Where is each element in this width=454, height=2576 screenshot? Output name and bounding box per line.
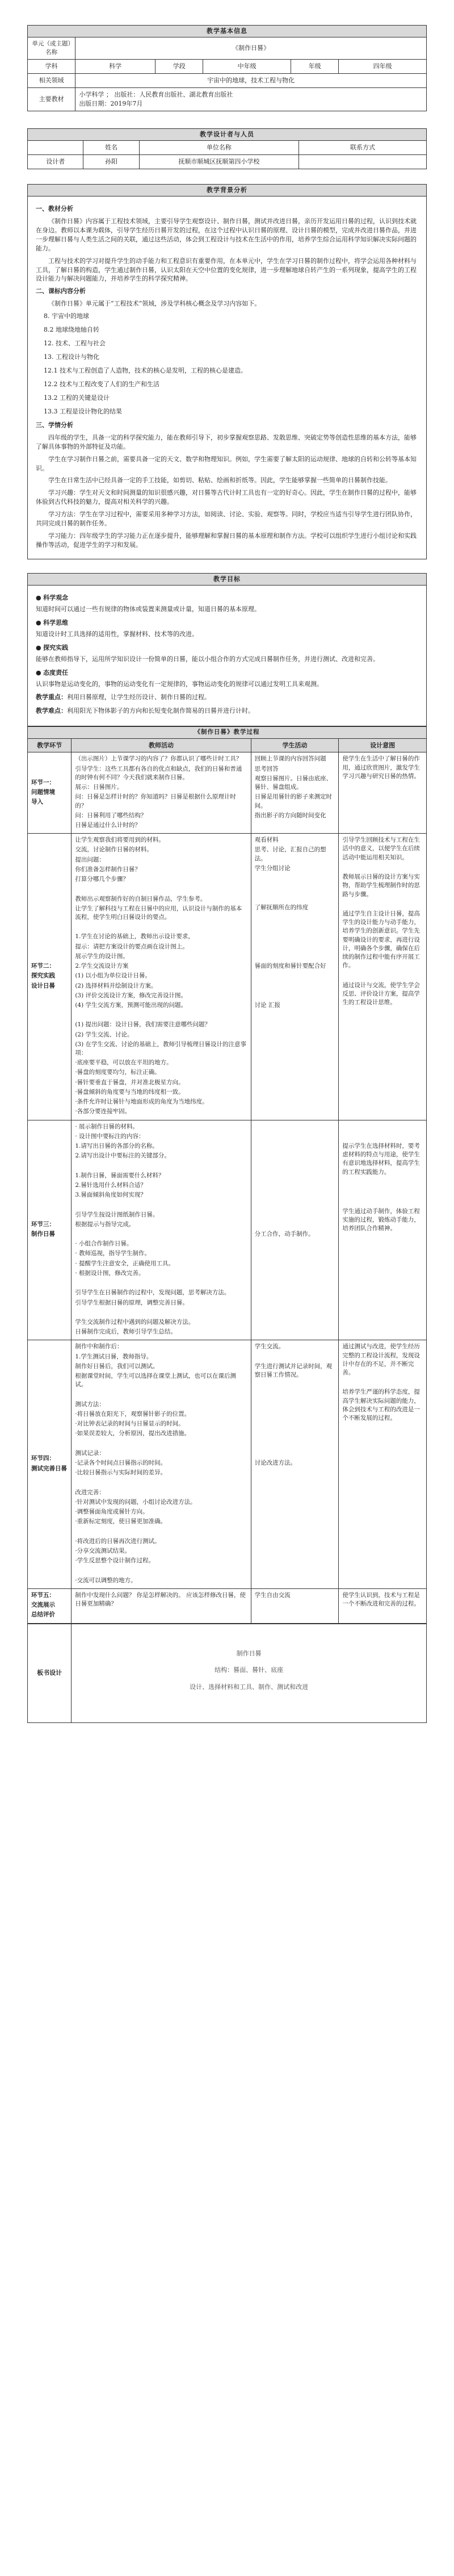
teacher-activity-line: ·对比钟表记录的时间与日晷显示的时间。 [75,1420,184,1428]
teacher-activity-line [75,1161,247,1170]
student-activity-line: 讨论改进方法。 [254,1460,297,1466]
student-activity-cell [251,1588,339,1623]
teacher-activity-line: 制作中和制作后： [75,1343,123,1350]
teacher-activity-line: ·将改进后的日晷再次进行测试。 [75,1537,161,1545]
step-name-line: 环节二： [31,963,55,970]
teacher-activity-line: 引导学生根据日晷的原理，调整完善日晷。 [75,1299,188,1306]
teacher-activity-cell [72,1588,251,1623]
basic-info-title: 教学基本信息 [28,26,427,37]
analysis-paragraph: 学生在学习制作日晷之前，需要具备一定的天文、数学和物理知识。例如，学生需要了解太阳的运动规律、地球的自转和公转等基本知识。 [36,455,417,472]
step-name-line: 设计日晷 [31,982,55,989]
material-line: 小学科学 ； 出版社：人民教育出版社、湖北教育出版社 [79,91,233,99]
design-intent-line [342,1123,423,1131]
teacher-activity-line: ·晷盘倾斜的角度要与当地的纬度相一致。 [75,1088,184,1095]
goal-heading: ● 探究实践 [36,643,418,653]
student-activity-line [255,1410,335,1419]
teacher-activity-line: ·调整晷面角度或晷针方向。 [75,1508,149,1516]
teacher-activity-line: ·分享交流测试结果。 [75,1547,131,1554]
teacher-activity-line: 2.晷针选用什么材料合适？ [75,1181,146,1189]
student-activity-line [255,1172,335,1180]
process-table [27,726,427,1623]
process-col-intent: 设计意图 [339,738,427,752]
teacher-activity-line: · 设计图中要标注的内容： [75,1132,145,1140]
analysis-body [28,196,427,559]
standard-item: 13. 工程设计与物化 [44,353,99,361]
teacher-activity-line: （出示图片）上节课学习的内容了？你都认识了哪些计时工具？ [75,755,242,763]
teacher-activity-line: 根据课堂时间，学生可以选择在课堂上测试，也可以在课后测试。 [75,1373,236,1389]
goal-heading: ● 科学观念 [36,593,418,603]
teacher-activity-line: (1) 以小组为单位设计日晷。 [75,972,152,980]
teacher-activity-line: ·将日晷放在阳光下，观察晷针影子的位置。 [75,1410,191,1417]
step-name-line: 总结评价 [31,1611,55,1619]
teacher-activity-line: 引导学生在日晷制作的过程中，发现问题，思考解决方法。 [75,1289,230,1297]
teacher-activity-line [75,1011,247,1019]
teacher-activity-line: 制作中发现什么问题？ 你是怎样解决的。 应该怎样修改日晷，使日晷更加精确？ [75,1591,246,1608]
designer-col-unit: 单位名称 [139,141,299,155]
step-name-cell [28,752,72,834]
process-row [28,1120,427,1340]
analysis-heading-learner: 三、学情分析 [36,421,73,429]
teacher-activity-line: 测试记录： [75,1449,105,1457]
teacher-activity-line: (3) 评价交流设计方案，修改完善设计图。 [75,992,187,999]
teacher-activity-line: · 根据设计图，修改完善。 [75,1269,145,1277]
student-activity-line: 分工合作，动手制作。 [254,1230,314,1237]
student-activity-line [255,1220,335,1229]
teacher-activity-line: 学生交流制作过程中遇到的问题及解决方法。 [75,1318,195,1325]
designer-table [27,128,427,169]
goal-text: 认识事物是运动变化的，事物的运动变化有一定规律的，事物运动变化的规律可以通过发明工具来观测。 [36,680,323,688]
design-intent-line [342,972,423,980]
material-label: 主要教材 [28,88,75,111]
teacher-activity-line [75,1308,247,1317]
analysis-paragraph: 学习方法：学生在学习过程中，需要采用多种学习方法，如阅读、讨论、实验、观察等。同时，学校应当适当引导学生进行团队协作，共同完成日晷的制作任务。 [36,511,417,528]
analysis-paragraph: 学生在日常生活中已经具备一定的手工技能，如剪切、粘贴、绘画和折纸等。因此，学生能够掌握一些简单的日晷制作技能。 [48,476,392,484]
process-col-student: 学生活动 [251,738,339,752]
process-col-step: 教学环节 [28,738,72,752]
teacher-activity-line: 展示：日晷图片。 [75,784,123,791]
student-activity-line [255,952,335,961]
student-activity-line [255,982,335,990]
step-name-line: 探究实践 [31,972,55,980]
teacher-activity-line: 3.晷面倾斜角度如何实现？ [75,1191,146,1199]
goals-body [28,585,427,726]
teacher-activity-line: 2.学生交流设计方案 [75,963,129,970]
design-intent-cell [339,1588,427,1623]
difficult-point-label: 教学难点： [36,707,67,715]
designer-contact [299,155,427,169]
board-content [72,1624,427,1723]
teacher-activity-line [75,923,247,931]
key-point-text: 利用日晷原理，让学生经历设计、制作日晷的过程。 [67,693,211,701]
student-activity-line [255,1440,335,1448]
process-title: 《制作日晷》教学过程 [28,727,427,738]
field-label: 相关领域 [28,74,75,88]
student-activity-line [255,1132,335,1141]
teacher-activity-line [75,1528,247,1536]
process-row [28,1588,427,1623]
teacher-activity-line [75,1230,247,1239]
step-name-line: 导入 [31,798,43,805]
goals-table [27,573,427,726]
standard-item: 8. 宇宙中的地球 [44,312,89,320]
teacher-activity-line: 你们准备怎样制作日晷？ [75,865,141,873]
standard-item: 12.2 技术与工程改变了人们的生产和生活 [44,380,159,388]
teacher-activity-line [75,1440,247,1448]
subject-value: 科学 [75,60,155,74]
student-activity-line: 学生进行测试并记录时间，观察日晷工作情况。 [254,1362,333,1379]
student-activity-line [255,992,335,1000]
board-label: 板书设计 [28,1624,72,1723]
teacher-activity-line: (1) 提出问题：设计日晷，我们需要注意哪些问题？ [75,1021,211,1028]
step-name-line: 环节五： [31,1591,55,1599]
designer-role: 设计者 [28,155,83,169]
student-activity-line [255,932,335,941]
student-activity-line [255,1161,335,1170]
material-value [75,88,427,111]
basic-info-table [27,25,427,111]
teacher-activity-line: 让学生观察我们将要用到的材料。 [75,837,165,844]
teacher-activity-line: · 教师巡视，指导学生制作。 [75,1250,151,1257]
design-intent-line: 使学生在生活中了解日晷的作用，通过欣赏图片，激发学生学习兴趣与研究日晷的热情。 [342,755,420,780]
student-activity-line [255,874,335,883]
student-activity-line: 观察日晷图片。日晷由底座、晷针、晷盘组成。 [254,775,333,791]
board-line: 设计、选择材料和工具、制作、测试和改进 [190,1683,309,1691]
standard-item: 12.1 技术与工程创造了人造物，技术的核心是发明，工程的核心是建造。 [44,367,247,374]
teacher-activity-line [75,1566,247,1575]
teacher-activity-line: ·各部分要连接牢固。 [75,1108,131,1115]
teacher-activity-cell [72,752,251,834]
board-line: 结构：晷面、晷针、底座 [215,1666,284,1674]
design-intent-line: 培养学生严谨的科学态度，提高学生解决实际问题的能力，体会到技术与工程的改进是一个不断发展的过程。 [342,1389,420,1422]
teacher-activity-line: (2) 学生交流、讨论。 [75,1031,133,1038]
teacher-activity-line: (2) 选择材料并绘制设计方案。 [75,982,157,989]
teacher-activity-line: · 提醒学生注意安全，正确使用工具。 [75,1260,175,1267]
key-point [36,693,418,702]
teacher-activity-line: 根据提示与指导完成。 [75,1220,135,1228]
student-activity-line [255,1429,335,1438]
stage-label: 学段 [155,60,203,74]
student-activity-line [255,1123,335,1131]
teacher-activity-line [75,1478,247,1487]
teacher-activity-line: ·晷针要垂直于晷盘，并对准北极星方向。 [75,1078,184,1086]
teacher-activity-line: ·针对测试中发现的问题，小组讨论改进方法。 [75,1498,196,1506]
student-activity-line [255,1420,335,1428]
goal-text: 能够在教师指导下，运用所学知识设计一份简单的日晷，能以小组合作的方式完成日晷制作任务，并进行测试、改进和完善。 [36,655,379,663]
analysis-paragraph: 学习能力：四年级学生的学习能力正在逐步提升，能够理解和掌握日晷的基本原理和制作方法。学校可以组织学生进行小组讨论和实践操作等活动，促进学生的学习和发展。 [36,532,417,549]
student-activity-line: 回顾上节课的内容回答问题 [254,755,326,763]
student-activity-line: 观看材料 [254,837,279,844]
step-name-line: 测试完善日晷 [31,1465,67,1472]
process-row [28,752,427,834]
student-activity-line: 思考、讨论，汇报自己的想法。 [254,846,326,862]
step-name-line: 交流展示 [31,1601,55,1609]
design-intent-line: 使学生认识到，技术与工程是一个不断改进和完善的过程。 [342,1591,420,1608]
teacher-activity-line: 2.请写出设计中要标注的关键部分。 [75,1152,170,1160]
analysis-heading-textbook: 一、教材分析 [36,204,73,212]
lesson-plan-document [27,25,427,1723]
student-activity-line [255,943,335,951]
analysis-paragraph: 学习兴趣：学生对天文和时间测量的知识很感兴趣，对日晷等古代计时工具也有一定的好奇心。因此，学生在制作日晷的过程中，能够体验到古代科技的魅力，提高对相关科学的兴趣。 [36,489,417,506]
standard-item: 8.2 地球绕地轴自转 [44,326,99,334]
student-activity-line: 学生自由交流 [254,1591,291,1599]
student-activity-line: 晷面的刻度和晷针要配合好 [254,963,326,970]
teacher-activity-line: 引导学生：这些工具都有各自的优点和缺点，我们的日晷和普通的时钟有何不同？今天我们就来制作日晷。 [75,765,242,781]
design-intent-line [342,863,423,872]
teacher-activity-line: ·记录各个时间点日晷指示的时间。 [75,1460,167,1466]
step-name-cell [28,1340,72,1588]
teacher-activity-cell [72,834,251,1120]
analysis-paragraph: 四年级的学生，具备一定的科学探究能力，能在教师引导下，初步掌握观察思路、发散思维、突破定势等创造性思维的基本方法，能够了解具体事物的外部特征及功能。 [36,433,417,450]
teacher-activity-line: 1.制作日晷，晷面需要什么材料？ [75,1172,165,1179]
student-activity-line [255,1152,335,1160]
step-name-cell [28,1120,72,1340]
design-intent-line [342,1178,423,1186]
process-col-teacher: 教师活动 [72,738,251,752]
teacher-activity-line: 1.学生在讨论的基础上，教师出示设计要求， [75,933,194,940]
stage-value: 中年级 [203,60,291,74]
teacher-activity-line: 1.学生测试日晷，教师指导。 [75,1353,153,1360]
teacher-activity-line: 改进完善： [75,1488,105,1496]
teacher-activity-line: 提出问题： [75,856,105,863]
student-activity-line [255,1181,335,1190]
material-line: 出版日期：2019年7月 [79,100,143,108]
student-activity-line [255,884,335,892]
student-activity-cell [251,1120,339,1340]
teacher-activity-line: ·条件允许时让晷针与地面形成的角度为当地纬度。 [75,1098,208,1106]
teacher-activity-line: ·交流可以调整的地方。 [75,1576,137,1584]
teacher-activity-line: 问：日晷是怎样计时的？你知道吗？日晷是根据什么原理计时的？ [75,793,236,809]
design-intent-cell [339,834,427,1120]
analysis-table [27,184,427,559]
process-row [28,834,427,1120]
step-name-line: 环节一： [31,779,55,786]
designer-col-contact: 联系方式 [299,141,427,155]
design-intent-line [342,1132,423,1141]
goal-text: 知道时间可以通过一些有规律的物体或装置来测量或计量，知道日晷的基本原理。 [36,605,260,613]
teacher-activity-line: 引导学生按设计图纸制作日晷。 [75,1211,159,1218]
designer-title: 教学设计者与人员 [28,129,427,141]
teacher-activity-line: (4) 学生交流方案，预测可能出现的问题。 [75,1001,187,1009]
teacher-activity-cell [72,1120,251,1340]
student-activity-line [255,1381,335,1389]
designer-unit: 抚顺市顺城区抚顺第四小学校 [139,155,299,169]
teacher-activity-line [75,1390,247,1399]
teacher-activity-line: (3) 在学生交流、讨论的基础上，教师引导梳理日晷设计的注意事项： [75,1040,247,1057]
step-name-line: 制作日晷 [31,1230,55,1237]
student-activity-line [255,913,335,922]
difficult-point-text: 利用阳光下物体影子的方向和长短变化制作简易的日晷并进行计时。 [67,707,254,715]
goal-text: 知道设计时工具选择的适用性，掌握材料、技术等的改进。 [36,630,198,638]
grade-label: 年级 [291,60,338,74]
design-intent-line [342,1378,423,1387]
teacher-activity-line: ·晷盘的刻度要均匀，标注正确。 [75,1069,161,1076]
designer-col-name: 姓名 [83,141,139,155]
goals-title: 教学目标 [28,574,427,586]
design-intent-line: 通过设计与交流，使学生学会反思、评价设计方案，提高学生的工程设计思维。 [342,981,420,1006]
student-activity-line [255,1449,335,1458]
student-activity-line [255,972,335,980]
student-activity-line: 学生交流。 [254,1343,285,1350]
student-activity-line: 了解抚顺所在的纬度 [254,904,309,911]
step-name-cell [28,1588,72,1623]
analysis-paragraph: 工程与技术的学习对提升学生的动手能力和工程意识有重要作用，在本单元中，学生在学习日晷的制作过程中，将学会运用各种材料与工具，了解日晷的构造，学生通过制作日晷，认识太阳在天空中位置的变化规律，进一步理解地球自转产生的一系列现象，提高学生的工程设计能力与解决问题能力，并培养学生的科学探究精神。 [36,257,417,283]
design-intent-cell [339,752,427,834]
analysis-paragraph: 《制作日晷》单元属于“工程技术”领域，涉及学科核心概念及学习内容如下。 [48,300,261,308]
designer-name: 孙阳 [83,155,139,169]
student-activity-line [255,923,335,931]
analysis-heading-standard: 二、课标内容分析 [36,287,86,295]
analysis-title: 教学背景分析 [28,184,427,196]
student-activity-cell [251,834,339,1120]
student-activity-line [255,1390,335,1399]
goal-heading: ● 科学思维 [36,618,418,628]
design-intent-line [342,1187,423,1196]
teacher-activity-line: 交流，讨论制作日晷的材料。 [75,846,153,854]
teacher-activity-line: 打算分哪几个步骤？ [75,876,129,883]
process-row [28,1340,427,1588]
teacher-activity-line: · 小组合作制作日晷。 [75,1240,133,1248]
design-intent-line: 通过学生自主设计日晷，提高学生的设计能力与动手能力，培养学生的创新意识。学生先要明确设计的要求，再进行设计，明确各个步骤，确保在后续的制作过程中能有序开展工作。 [342,910,420,969]
design-intent-line: 提示学生在选择材料时，要考虑材料的特点与用途，使学生有意识地选择材料，提高学生的工程实践能力。 [342,1143,420,1176]
step-name-line: 环节四： [31,1455,55,1462]
teacher-activity-line: ·如果误差较大，分析原因，提出改进措施。 [75,1430,191,1437]
unit-value: 《制作日晷》 [75,37,427,59]
goal-heading: ● 态度责任 [36,668,418,678]
subject-label: 学科 [28,60,75,74]
teacher-activity-line [75,1201,247,1209]
process-rows [28,752,427,1623]
board-line: 制作日晷 [236,1649,262,1657]
design-intent-line: 学生通过动手制作，体验工程实施的过程，锻炼动手能力，培养团队合作精神。 [342,1207,420,1232]
teacher-activity-line: ·比较日晷指示与实际时间的差异。 [75,1469,167,1477]
design-intent-cell [339,1340,427,1588]
field-value: 宇宙中的地球，技术工程与物化 [75,74,427,88]
teacher-activity-line: · 展示制作日晷的材料。 [75,1123,139,1130]
teacher-activity-line: 教师出示观察制作好的自制日晷作品，学生参考。 [75,895,207,902]
step-name-cell [28,834,72,1120]
student-activity-line [255,1201,335,1209]
grade-value: 四年级 [339,60,427,74]
student-activity-line [255,1211,335,1219]
student-activity-line [255,1353,335,1361]
standard-item: 13.2 工程的关键是设计 [44,394,110,402]
design-intent-line [342,1197,423,1206]
student-activity-line [255,1400,335,1409]
step-name-line: 问题情境 [31,788,55,796]
student-activity-cell [251,1340,339,1588]
student-activity-line: 日晷是用晷针的影子来测定时间。 [254,793,333,809]
student-activity-line: 指出影子的方向随时间变化 [254,812,326,819]
teacher-activity-line: 问：日晷利用了哪些结构？ [75,812,147,819]
design-intent-line: 通过测试与改进，使学生经历完整的工程设计流程，发现设计中存在的不足，并不断完善。 [342,1343,420,1377]
standard-item: 13.3 工程是设计物化的结果 [44,407,122,415]
design-intent-cell [339,1120,427,1340]
student-activity-cell [251,752,339,834]
step-name-line: 环节三： [31,1220,55,1228]
teacher-activity-line: ·学生反思整个设计制作过程。 [75,1557,155,1565]
key-point-label: 教学重点： [36,693,67,701]
teacher-activity-line: 日晷是通过什么计时的？ [75,822,141,829]
unit-label: 单元（或主题）名称 [28,37,75,59]
student-activity-line: 讨论 汇报 [254,1001,281,1009]
teacher-activity-line: ·底座要平稳，可以放在平坦的地方。 [75,1059,173,1067]
student-activity-line [255,894,335,902]
teacher-activity-line: 展示学生的设计图。 [75,952,129,960]
board-table [27,1624,427,1724]
teacher-activity-line: 测试方法： [75,1400,105,1408]
teacher-activity-line: 1.请写出日晷的各部分的名称。 [75,1143,158,1149]
student-activity-line: 学生分组讨论 [254,864,291,872]
teacher-activity-line [75,1279,247,1287]
teacher-activity-line: 让学生了解科技与工程在日晷中的应用，认识设计与制作的基本流程，使学生明白日晷设计的要点。 [75,905,242,921]
teacher-activity-cell [72,1340,251,1588]
teacher-activity-line [75,885,247,893]
student-activity-line [255,1191,335,1199]
teacher-activity-line: ·重新标定刻度，使日晷更加准确。 [75,1518,167,1525]
standard-item: 12. 技术、工程与社会 [44,340,106,348]
design-intent-line [342,900,423,909]
teacher-activity-line: 日晷制作完成后，教师引导学生总结。 [75,1328,176,1336]
teacher-activity-line: 提示：请把方案设计的要点画在设计图上。 [75,943,188,950]
difficult-point [36,706,418,716]
student-activity-line: 思考回答 [254,765,279,772]
teacher-activity-line: 制作好日晷后，我们可以测试。 [75,1362,159,1370]
design-intent-line: 教师展示日晷的设计方案与实物，帮助学生梳理制作时的思路与步骤。 [342,873,420,898]
analysis-paragraph: 《制作日晷》内容属于工程技术领域，主要引导学生观察设计、制作日晷，测试并改进日晷，亲历开发运用日晷的过程，认识到技术就在身边。教师以本课为载体，引导学生经历日晷开发的过程，在这个过程中认识日晷的原理、设计日晷的模型，完成并改进日晷作品，并进一步理解日晷与人类生活之间的关联，通过这些活动，体会到工程设计与技术在生活中的作用，培养学生综合运用科学知识解决实际问题的能力。 [36,217,417,252]
student-activity-line [255,1142,335,1151]
design-intent-line: 引导学生回顾技术与工程在生活中的意义，以便学生在后续活动中能运用相关知识。 [342,837,420,861]
